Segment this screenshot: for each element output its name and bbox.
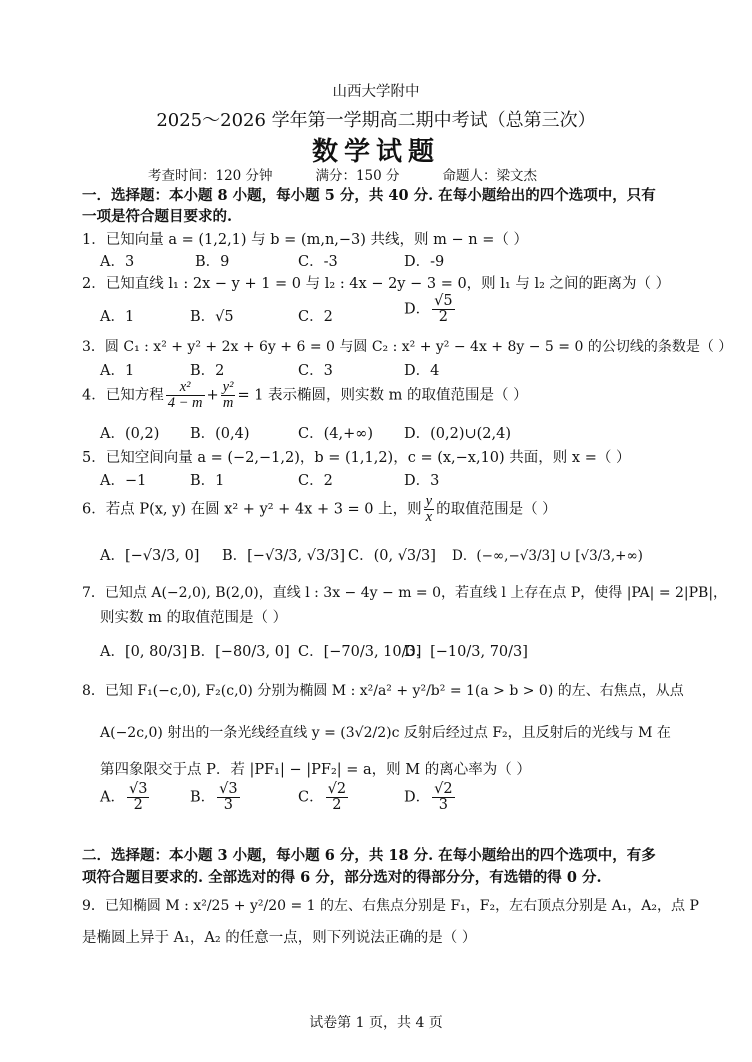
q8-option-b: B． $\frac{√3}{3}$ <box>190 781 238 814</box>
q7-option-a: A．[0, 80/3] <box>100 644 188 660</box>
section1-heading-line2: 一项是符合题目要求的. <box>82 208 233 225</box>
q7-option-d: D．[−10/3, 70/3] <box>404 644 528 660</box>
q1-option-a: A．3 <box>100 254 135 270</box>
q4-fraction-y: $\frac{\text{y²}}{m}$ <box>222 379 234 412</box>
section2-heading-line1: 二．选择题：本小题 3 小题，每小题 6 分，共 18 分. 在每小题给出的四个选项中，有多 <box>82 847 656 864</box>
q2-option-d-fraction: $\frac{√5}{2}$ <box>434 293 453 326</box>
q3-option-c: C．3 <box>298 363 333 379</box>
q6-option-c: C．(0, √3/3] <box>348 548 436 564</box>
q8-stem-line3: 第四象限交于点 P．若 |PF₁| − |PF₂| = a，则 M 的离心率为（ ） <box>100 762 531 778</box>
q8-option-a: A． $\frac{√3}{2}$ <box>100 781 148 814</box>
q4-fraction-x: $\frac{\text{x²}}{4 - m}$ <box>167 379 203 412</box>
q5-option-a: A．−1 <box>100 473 147 489</box>
q6-stem: 6．若点 P(x, y) 在圆 x² + y² + 4x + 3 = 0 上，则 $\frac{y}{x}$ 的取值范围是（ ） <box>82 493 557 526</box>
q4-option-d: D．(0,2)∪(2,4) <box>404 426 512 442</box>
q6-option-a: A．[−√3/3, 0] <box>100 548 200 564</box>
q6-option-d: D．(−∞,−√3/3] ∪ [√3/3,+∞) <box>452 548 643 564</box>
section2-heading-line2: 项符合题目要求的. 全部选对的得 6 分，部分选对的得部分分，有选错的得 0 分. <box>82 869 602 886</box>
school-name: 山西大学附中 <box>332 84 420 100</box>
q3-stem: 3．圆 C₁ : x² + y² + 2x + 6y + 6 = 0 与圆 C₂ : x² + y² − 4x + 8y − 5 = 0 的公切线的条数是（ ） <box>82 339 733 355</box>
q2-stem: 2．已知直线 l₁ : 2x − y + 1 = 0 与 l₂ : 4x − 2y − 3 = 0，则 l₁ 与 l₂ 之间的距离为（ ） <box>82 276 671 292</box>
q3-option-b: B．2 <box>190 363 225 379</box>
q1-option-c: C．-3 <box>298 254 338 270</box>
q2-option-a: A．1 <box>100 309 135 325</box>
q7-option-c: C．[−70/3, 10/3] <box>298 644 422 660</box>
q5-stem: 5．已知空间向量 a = (−2,−1,2)，b = (1,1,2)，c = (x,−x,10) 共面，则 x =（ ） <box>82 450 631 466</box>
subject-title: 数学试题 <box>311 137 440 167</box>
q8-option-c: C． $\frac{√2}{2}$ <box>298 781 347 814</box>
q2-option-d <box>404 294 457 325</box>
q8-stem-line1: 8．已知 F₁(−c,0), F₂(c,0) 分别为椭圆 M : x²/a² + y²/b² = 1(a > b > 0) 的左、右焦点，从点 <box>82 683 684 699</box>
q9-stem-line1: 9．已知椭圆 M : x²/25 + y²/20 = 1 的左、右焦点分别是 F₁，F₂，左右顶点分别是 A₁，A₂，点 P <box>82 898 699 914</box>
q8-option-d: D． $\frac{√2}{3}$ <box>404 781 453 814</box>
q9-stem-line2: 是椭圆上异于 A₁，A₂ 的任意一点，则下列说法正确的是（ ） <box>82 930 477 946</box>
q8-stem-line2: A(−2c,0) 射出的一条光线经直线 y = (3√2/2)c 反射后经过点 F₂，且反射后的光线与 M 在 <box>100 725 671 741</box>
q4-option-c: C．(4,+∞) <box>298 426 373 442</box>
q4-option-b: B．(0,4) <box>190 426 250 442</box>
q5-option-c: C．2 <box>298 473 333 489</box>
q5-option-d: D．3 <box>404 473 440 489</box>
q4-option-a: A．(0,2) <box>100 426 160 442</box>
q2-option-b: B．√5 <box>190 309 234 325</box>
q2-option-c: C．2 <box>298 309 333 325</box>
q2-option-d-label: D． <box>404 301 431 318</box>
q7-option-b: B．[−80/3, 0] <box>190 644 290 660</box>
q4-stem: 4．已知方程 $\frac{\text{x²}}{4 - m}$ + $\frac{\text{y²}}{m}$ = 1 表示椭圆，则实数 m 的取值范围是（ ） <box>82 379 528 412</box>
q1-option-b: B．9 <box>195 254 230 270</box>
q1-option-d: D．-9 <box>404 254 445 270</box>
q1-stem: 1．已知向量 a = (1,2,1) 与 b = (m,n,−3) 共线，则 m − n =（ ） <box>82 232 528 248</box>
exam-title: 2025～2026 学年第一学期高二期中考试（总第三次） <box>156 110 596 131</box>
q7-stem-line2: 则实数 m 的取值范围是（ ） <box>100 610 288 626</box>
q6-fraction: $\frac{y}{x}$ <box>425 493 433 526</box>
q5-option-b: B．1 <box>190 473 225 489</box>
q3-option-d: D．4 <box>404 363 440 379</box>
q6-option-b: B．[−√3/3, √3/3] <box>222 548 345 564</box>
section1-heading-line1: 一．选择题：本小题 8 小题，每小题 5 分，共 40 分. 在每小题给出的四个选项中，只有 <box>82 187 656 204</box>
exam-info: 考查时间：120 分钟 满分：150 分 命题人：梁文杰 <box>148 168 537 184</box>
q7-stem-line1: 7．已知点 A(−2,0), B(2,0)，直线 l : 3x − 4y − m = 0，若直线 l 上存在点 P，使得 |PA| = 2|PB|， <box>82 585 728 601</box>
q3-option-a: A．1 <box>100 363 135 379</box>
page-footer: 试卷第 1 页，共 4 页 <box>309 1015 443 1031</box>
